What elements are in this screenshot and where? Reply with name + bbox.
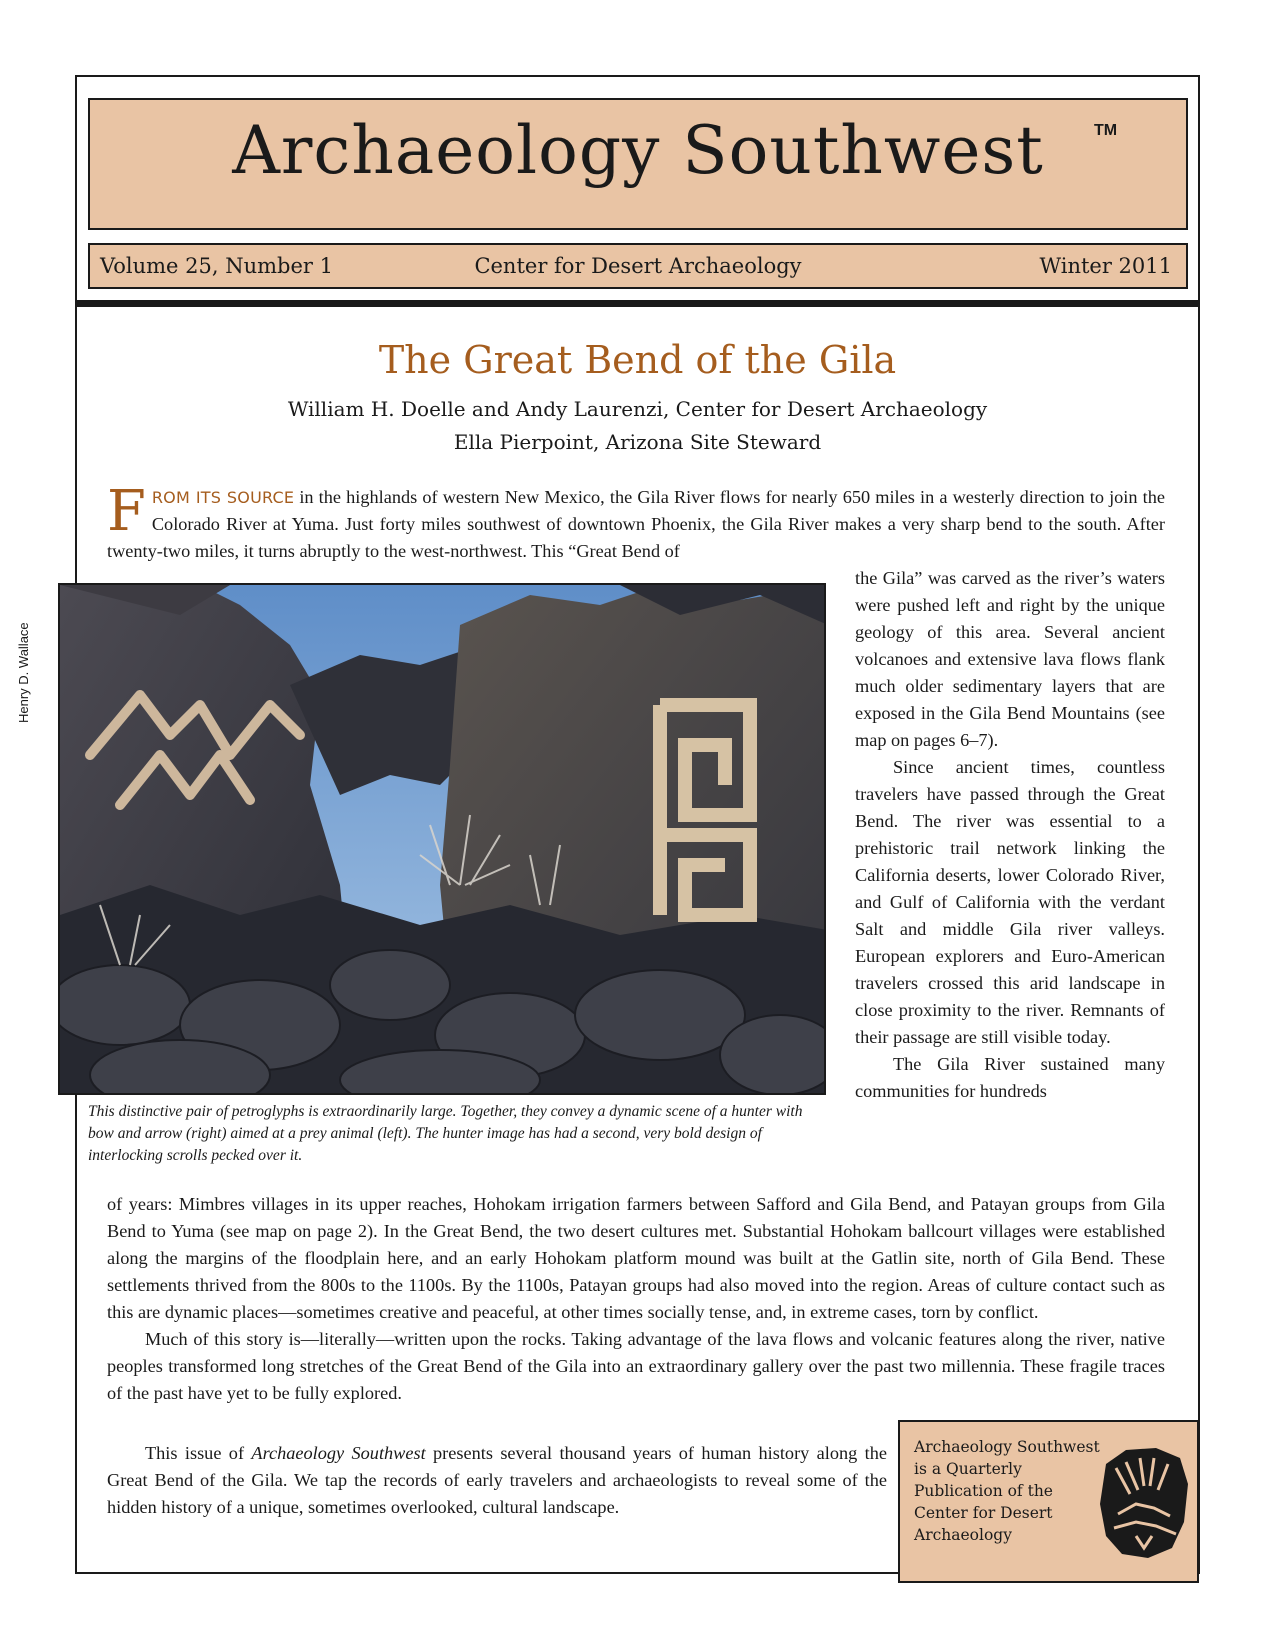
issue-season: Winter 2011	[1039, 254, 1172, 278]
lead-paragraph	[107, 479, 1165, 565]
column-paragraph-1: the Gila” was carved as the river’s waters were pushed left and right by the unique geology of this area. Several ancient volcanoes and extensive lava flows flank much older sedimentary layers that are exposed in the Gila Bend Mountains (see map on pages 6–7).	[855, 568, 1165, 750]
article-title: The Great Bend of the Gila	[378, 338, 897, 382]
petroglyph-photo	[58, 583, 826, 1095]
lower-body-text	[107, 1191, 1165, 1407]
infobox-line: Archaeology Southwest	[914, 1438, 1100, 1456]
photo-credit-text: Henry D. Wallace	[16, 622, 31, 723]
column-paragraph-2: Since ancient times, countless travelers have passed through the Great Bend. The river was essential to a prehistoric trail network linking the California deserts, lower Colorado River, and Gulf of California with the verdant Salt and middle Gila river valleys. European explorers and Euro-American travelers crossed this arid landscape in close proximity to the river. Remnants of their passage are still visible today.	[855, 757, 1165, 1047]
byline-authors: William H. Doelle and Andy Laurenzi, Center for Desert Archaeology	[287, 397, 988, 421]
right-column-text	[855, 565, 1165, 1105]
masthead	[88, 98, 1188, 230]
byline-steward: Ella Pierpoint, Arizona Site Steward	[453, 430, 822, 454]
closing-pre: This issue of	[145, 1443, 252, 1463]
issue-publisher: Center for Desert Archaeology	[474, 254, 802, 278]
issue-volume: Volume 25, Number 1	[100, 254, 333, 278]
photo-caption: This distinctive pair of petroglyphs is extraordinarily large. Together, they convey a dynamic scene of a hunter with bow and arrow (right) aimed at a prey animal (left). The hunter image has had a second, very bold design of interlocking scrolls pecked over it.	[88, 1103, 803, 1164]
center-logo-icon	[1096, 1444, 1192, 1562]
publication-infobox	[898, 1420, 1199, 1583]
petroglyph-image	[60, 585, 826, 1095]
closing-paragraph	[107, 1440, 887, 1521]
photo-credit	[16, 583, 46, 723]
trademark-mark: TM	[1094, 122, 1118, 139]
header-rule	[75, 300, 1200, 307]
issue-bar	[88, 243, 1188, 289]
lead-text: in the highlands of western New Mexico, the Gila River flows for nearly 650 miles in a westerly direction to join the Colorado River at Yuma. Just forty miles southwest of downtown Phoenix, the Gila River makes a very sharp bend to the south. After twenty-two miles, it turns abruptly to the west-northwest. This “Great Bend of	[107, 487, 1165, 561]
drop-cap: F	[107, 479, 146, 544]
infobox-line: Center for Desert	[914, 1504, 1053, 1522]
lead-smallcaps: ROM ITS SOURCE	[151, 488, 295, 507]
closing-italic: Archaeology Southwest	[251, 1443, 426, 1463]
lower-paragraph-1: of years: Mimbres villages in its upper reaches, Hohokam irrigation farmers between Safford and Gila Bend, and Patayan groups from Gila Bend to Yuma (see map on page 2). In the Great Bend, the two desert cultures met. Substantial Hohokam ballcourt villages were established along the margins of the floodplain here, and an early Hohokam platform mound was built at the Gatlin site, north of Gila Bend. These settlements thrived from the 800s to the 1100s. By the 1100s, Patayan groups had also moved into the region. Areas of culture contact such as this are dynamic places—sometimes creative and peaceful, at other times socially tense, and, in extreme cases, torn by conflict.	[107, 1194, 1165, 1322]
closing-post: presents several thousand years of human history along the Great Bend of the Gila. We tap the records of early travelers and archaeologists to reveal some of the hidden history of a unique, sometimes overlooked, cultural landscape.	[107, 1443, 887, 1517]
lower-paragraph-2: Much of this story is—literally—written upon the rocks. Taking advantage of the lava flows and volcanic features along the river, native peoples transformed long stretches of the Great Bend of the Gila into an extraordinary gallery over the past two millennia. These fragile traces of the past have yet to be fully explored.	[107, 1329, 1165, 1403]
infobox-line: Publication of the	[914, 1482, 1053, 1500]
masthead-title: Archaeology Southwest	[232, 112, 1044, 189]
infobox-line: is a Quarterly	[914, 1460, 1022, 1478]
infobox-line: Archaeology	[914, 1526, 1012, 1544]
column-paragraph-3: The Gila River sustained many communities for hundreds	[855, 1054, 1165, 1101]
infobox-text	[914, 1436, 1104, 1546]
